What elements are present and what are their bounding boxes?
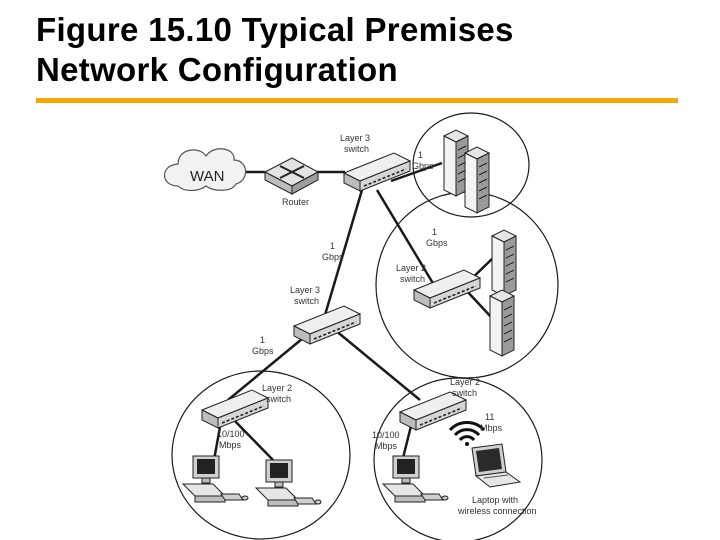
l2-server-lower-link	[465, 289, 492, 318]
router-label: Router	[282, 197, 310, 207]
title-line-2: Network Configuration	[36, 51, 398, 88]
lower-link-label: 1 Gbps	[252, 335, 274, 356]
title-line-1: Figure 15.10 Typical Premises	[36, 11, 514, 48]
top-link-label: 1 Gbps	[412, 150, 434, 171]
server-icon	[465, 147, 489, 213]
workstation-icon	[183, 456, 248, 502]
center-switch-label: Layer 3 switch	[290, 285, 321, 306]
top-layer3-switch-icon	[344, 153, 410, 191]
router-icon	[265, 158, 318, 194]
server-icon	[490, 290, 514, 356]
laptop-icon	[472, 444, 520, 487]
server-icon	[444, 130, 468, 196]
wireless-link-label: 11 Mbps	[480, 412, 503, 433]
right-ws-link-label: 10/100 Mbps	[372, 430, 400, 451]
mid-l2-switch-label: Layer 2 switch	[396, 263, 427, 284]
left-ws-link-label: 10/100 Mbps	[217, 429, 245, 450]
wan-label: WAN	[190, 168, 225, 185]
top-switch-label: Layer 3 switch	[340, 133, 371, 154]
laptop-label: Laptop with wireless connection	[458, 495, 537, 516]
right-link-label: 1 Gbps	[426, 227, 448, 248]
center-right-l2-link	[335, 330, 420, 400]
right-l2-switch-label: Layer 2 switch	[450, 377, 481, 398]
server-icon	[492, 230, 516, 296]
workstation-icon	[383, 456, 448, 502]
left-l2-switch-label: Layer 2 switch	[262, 383, 293, 404]
wireless-signal-icon	[450, 422, 484, 446]
workstation-icon	[256, 460, 321, 506]
left-link-label: 1 Gbps	[322, 241, 344, 262]
